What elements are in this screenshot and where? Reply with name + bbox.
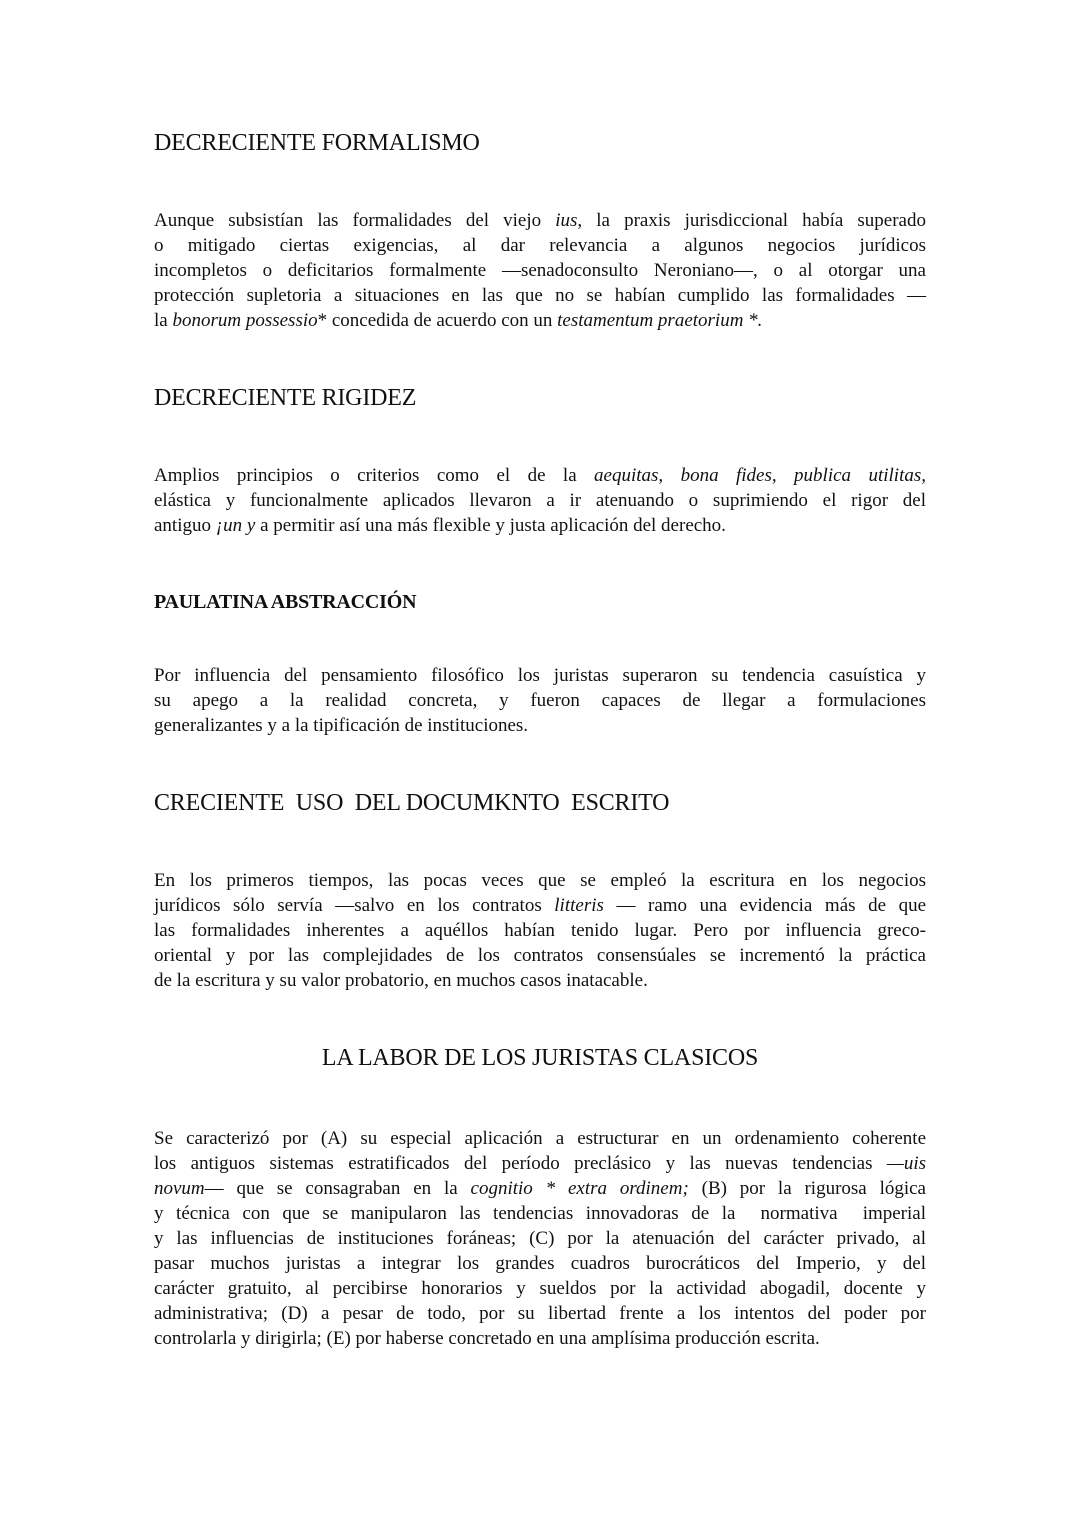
italic-text: bonorum possessio: [172, 310, 318, 331]
text-span: y técnica con que se manipularon las tendencias innovadoras de la normativa imperial: [154, 1203, 926, 1224]
text-span: Por influencia del pensamiento filosófico los juristas superaron su tendencia casuística y: [154, 665, 926, 686]
paragraph-creciente-uso-documento: [154, 868, 926, 993]
text-span: Aunque subsistían las formalidades del viejo: [154, 210, 556, 231]
text-span: la praxis jurisdiccional había superado: [582, 210, 926, 231]
text-span: elástica y funcionalmente aplicados llevaron a ir atenuando o suprimiendo el rigor del: [154, 490, 926, 511]
heading-labor-juristas-clasicos: LA LABOR DE LOS JURISTAS CLASICOS: [321, 1045, 759, 1071]
text-line: [154, 1176, 926, 1201]
heading-decreciente-formalismo: DECRECIENTE FORMALISMO: [154, 130, 480, 156]
text-span: — ramo una evidencia más de que: [603, 895, 927, 916]
heading-creciente-uso-documento: CRECIENTE USO DEL DOCUMKNTO ESCRITO: [154, 790, 670, 816]
heading-paulatina-abstraccion: PAULATINA ABSTRACCIÓN: [154, 591, 417, 613]
text-line: [154, 1301, 926, 1326]
text-line: [154, 308, 926, 333]
text-line: [154, 868, 926, 893]
italic-text: aequitas, bona fides, publica utilitas,: [594, 465, 926, 486]
italic-text: ius,: [555, 210, 583, 231]
text-line: [154, 1276, 926, 1301]
text-line: [154, 893, 926, 918]
text-line: [154, 688, 926, 713]
italic-text: novum: [154, 1178, 205, 1199]
text-span: antiguo: [154, 515, 216, 536]
text-line: [154, 943, 926, 968]
text-line: [154, 663, 926, 688]
text-line: [154, 968, 926, 993]
text-line: [154, 1151, 926, 1176]
italic-text: litteris: [554, 895, 604, 916]
text-span: generalizantes y a la tipificación de instituciones.: [154, 715, 529, 736]
text-line: [154, 463, 926, 488]
text-line: [154, 1326, 926, 1351]
text-line: [154, 233, 926, 258]
text-line: [154, 1226, 926, 1251]
text-span: * concedida de acuerdo con un: [317, 310, 558, 331]
text-line: [154, 1126, 926, 1151]
text-line: [154, 918, 926, 943]
text-line: [154, 258, 926, 283]
italic-text: testamentum praetorium *.: [557, 310, 763, 331]
text-span: oriental y por las complejidades de los contratos consensúales se incrementó la práctica: [154, 945, 926, 966]
text-span: administrativa; (D) a pesar de todo, por su libertad frente a los intentos del poder por: [154, 1303, 926, 1324]
text-span: los antiguos sistemas estratificados del período preclásico y las nuevas tendencias: [154, 1153, 887, 1174]
text-span: pasar muchos juristas a integrar los grandes cuadros burocráticos del Imperio, y del: [154, 1253, 926, 1274]
text-span: Amplios principios o criterios como el de la: [154, 465, 595, 486]
text-line: [154, 1201, 926, 1226]
text-span: carácter gratuito, al percibirse honorarios y sueldos por la actividad abogadil, docente y: [154, 1278, 926, 1299]
text-span: o mitigado ciertas exigencias, al dar relevancia a algunos negocios jurídicos: [154, 235, 926, 256]
text-line: [154, 513, 926, 538]
text-span: la: [154, 310, 173, 331]
text-line: [154, 488, 926, 513]
text-span: Se caracterizó por (A) su especial aplicación a estructurar en un ordenamiento coherente: [154, 1128, 926, 1149]
paragraph-decreciente-formalismo: [154, 208, 926, 333]
text-line: [154, 713, 926, 738]
text-span: a permitir así una más flexible y justa aplicación del derecho.: [255, 515, 726, 536]
text-line: [154, 1251, 926, 1276]
italic-text: —uis: [886, 1153, 926, 1174]
text-span: incompletos o deficitarios formalmente —senadoconsulto Neroniano—, o al otorgar una: [154, 260, 926, 281]
heading-decreciente-rigidez: DECRECIENTE RIGIDEZ: [154, 385, 417, 411]
italic-text: cognitio * extra ordinem;: [470, 1178, 689, 1199]
text-span: (B) por la rigurosa lógica: [688, 1178, 926, 1199]
text-span: En los primeros tiempos, las pocas veces que se empleó la escritura en los negocios: [154, 870, 926, 891]
text-span: controlarla y dirigirla; (E) por haberse concretado en una amplísima producción escrita.: [154, 1328, 820, 1349]
paragraph-labor-juristas-clasicos: [154, 1126, 926, 1351]
text-span: las formalidades inherentes a aquéllos habían tenido lugar. Pero por influencia greco-: [154, 920, 926, 941]
paragraph-decreciente-rigidez: [154, 463, 926, 538]
text-span: su apego a la realidad concreta, y fueron capaces de llegar a formulaciones: [154, 690, 926, 711]
paragraph-paulatina-abstraccion: [154, 663, 926, 738]
text-span: de la escritura y su valor probatorio, en muchos casos inatacable.: [154, 970, 648, 991]
text-span: jurídicos sólo servía —salvo en los contratos: [154, 895, 555, 916]
text-span: y las influencias de instituciones foráneas; (C) por la atenuación del carácter privado, al: [154, 1228, 926, 1249]
text-line: [154, 208, 926, 233]
text-span: — que se consagraban en la: [204, 1178, 471, 1199]
text-span: protección supletoria a situaciones en las que no se habían cumplido las formalidades —: [154, 285, 926, 306]
text-line: [154, 283, 926, 308]
italic-text: ¡un y: [215, 515, 256, 536]
